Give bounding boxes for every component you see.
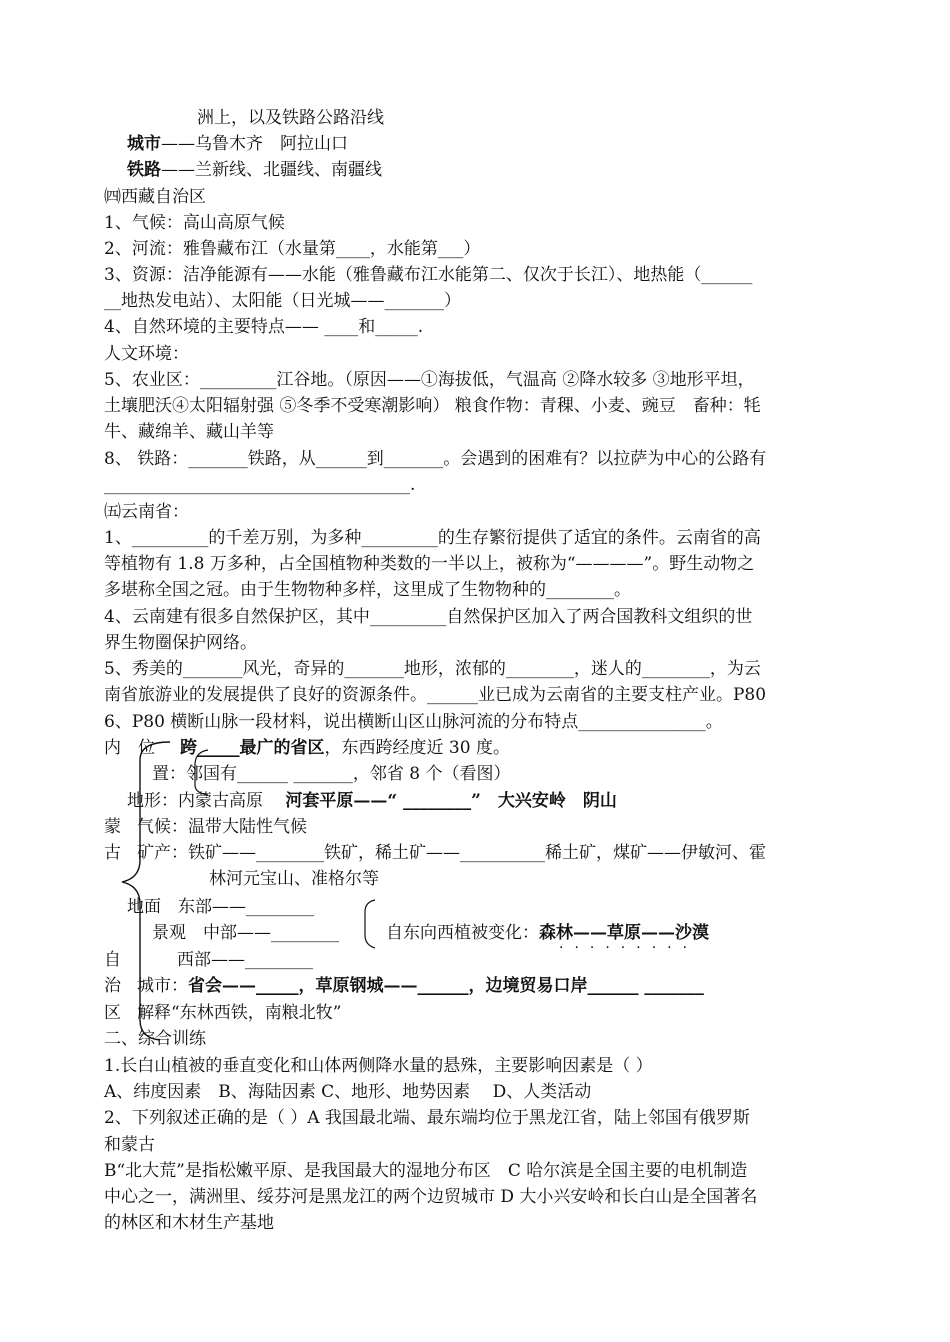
text-line: 等植物有 1.8 万多种，占全国植物种类数的一半以上，被称为“————”。野生动物之 bbox=[104, 554, 755, 574]
text-line bbox=[127, 159, 382, 181]
text-line: 地面 东部——________ bbox=[127, 897, 314, 917]
outline-label: 治 bbox=[104, 976, 121, 996]
text-line: ____________________________________. bbox=[104, 475, 416, 495]
text-line: 解释“东林西铁，南粮北牧” bbox=[137, 1003, 342, 1023]
text-line: 4、自然环境的主要特点—— ____和_____. bbox=[104, 317, 424, 337]
text-line: 气候：温带大陆性气候 bbox=[137, 817, 307, 837]
text-span: ——兰新线、北疆线、南疆线 bbox=[161, 160, 382, 180]
text-span: ——乌鲁木齐 阿拉山口 bbox=[161, 134, 348, 154]
label-railway: 铁路 bbox=[127, 160, 161, 180]
text-line: 5、秀美的_______风光，奇异的_______地形，浓郁的________，迷人的________，为云 bbox=[104, 659, 761, 679]
outline-label: 蒙 bbox=[104, 817, 121, 837]
label-city: 城市 bbox=[127, 134, 161, 154]
bold-span: 河套平原——“ ________” 大兴安岭 阴山 bbox=[285, 791, 617, 811]
text-line: 洲上，以及铁路公路沿线 bbox=[197, 108, 384, 128]
landscape-brace bbox=[365, 900, 375, 948]
text-line: 界生物圈保护网络。 bbox=[104, 633, 257, 653]
outline-label: 自 bbox=[104, 950, 121, 970]
text-line: 4、云南建有很多自然保护区，其中_________自然保护区加入了两合国教科文组织的世 bbox=[104, 607, 753, 627]
text-line: __地热发电站）、太阳能（日光城——_______） bbox=[104, 291, 461, 311]
question-options: A、纬度因素 B、海陆因素 C、地形、地势因素 D、人类活动 bbox=[104, 1082, 592, 1102]
text-line: 土壤肥沃④太阳辐射强 ⑤冬季不受寒潮影响） 粮食作物：青稞、小麦、豌豆 畜种：牦 bbox=[104, 396, 761, 416]
section-heading-yunnan: ㈤云南省： bbox=[104, 502, 189, 522]
text-line: 林河元宝山、准格尔等 bbox=[209, 869, 379, 889]
text-line bbox=[127, 790, 617, 812]
emphasis-dots: ········· bbox=[559, 940, 699, 956]
outline-label: 古 bbox=[104, 843, 121, 863]
bold-span: 森林——草原——沙漠 bbox=[539, 923, 709, 943]
text-line: 5、农业区：_________江谷地。（原因——①海拔低，气温高 ②降水较多 ③地形平坦， bbox=[104, 370, 755, 390]
text-line: B“北大荒”是指松嫩平原、是我国最大的湿地分布区 C 哈尔滨是全国主要的电机制造 bbox=[104, 1161, 748, 1181]
text-line: 置：邻国有______ _______，邻省 8 个（看图） bbox=[152, 764, 511, 784]
bold-span: 省会——_____，草原钢城——______，边境贸易口岸______ _______ bbox=[188, 976, 704, 996]
text-line bbox=[137, 975, 704, 997]
outline-label: 内 位 bbox=[104, 738, 155, 758]
text-line: 3、资源：洁净能源有——水能（雅鲁藏布江水能第二、仅次于长江）、地热能（______ bbox=[104, 265, 753, 285]
text-line: 和蒙古 bbox=[104, 1135, 155, 1155]
question: 1.长白山植被的垂直变化和山体两侧降水量的悬殊，主要影响因素是（ ） bbox=[104, 1056, 653, 1076]
text-span: 城市： bbox=[137, 976, 188, 996]
text-line bbox=[180, 737, 510, 759]
text-span: 自东向西植被变化： bbox=[386, 923, 539, 943]
question: 2、下列叙述正确的是（ ）A 我国最北端、最东端均位于黑龙江省，陆上邻国有俄罗斯 bbox=[104, 1108, 750, 1128]
text-span: 地形：内蒙古高原 bbox=[127, 791, 263, 811]
text-line: 西部——________ bbox=[177, 950, 313, 970]
section-heading-training: 二、综合训练 bbox=[104, 1029, 206, 1049]
text-line: 景观 中部——________ bbox=[152, 923, 339, 943]
text-line: 多堪称全国之冠。由于生物物种多样，这里成了生物物种的________。 bbox=[104, 580, 631, 600]
text-line: 8、 铁路：_______铁路，从______到_______。会遇到的困难有？以拉萨为中心的公路有 bbox=[104, 449, 767, 469]
bold-span: 跨_____最广的省区 bbox=[180, 738, 325, 758]
text-line bbox=[127, 133, 348, 155]
text-line: 南省旅游业的发展提供了良好的资源条件。______业已成为云南省的主要支柱产业。P80 bbox=[104, 685, 767, 705]
text-line: 6、P80 横断山脉一段材料，说出横断山区山脉河流的分布特点_______________。 bbox=[104, 712, 723, 732]
text-line: 中心之一，满洲里、绥芬河是黑龙江的两个边贸城市 D 大小兴安岭和长白山是全国著名 bbox=[104, 1187, 758, 1207]
text-line: 矿产：铁矿——________铁矿，稀土矿——__________稀土矿，煤矿——伊敏河、霍 bbox=[137, 843, 766, 863]
text-line: 的林区和木材生产基地 bbox=[104, 1213, 274, 1233]
text-span: ，东西跨经度近 30 度。 bbox=[324, 738, 510, 758]
outline-label: 区 bbox=[104, 1003, 121, 1023]
text-line: 1、_________的千差万别，为多种_________的生存繁衍提供了适宜的条件。云南省的高 bbox=[104, 528, 761, 548]
text-line: 1、气候：高山高原气候 bbox=[104, 213, 285, 233]
text-line: 牛、藏绵羊、藏山羊等 bbox=[104, 422, 274, 442]
section-heading-tibet: ㈣西藏自治区 bbox=[104, 187, 206, 207]
text-line: 人文环境： bbox=[104, 344, 189, 364]
text-line: 2、河流：雅鲁藏布江（水量第____，水能第___） bbox=[104, 239, 481, 259]
